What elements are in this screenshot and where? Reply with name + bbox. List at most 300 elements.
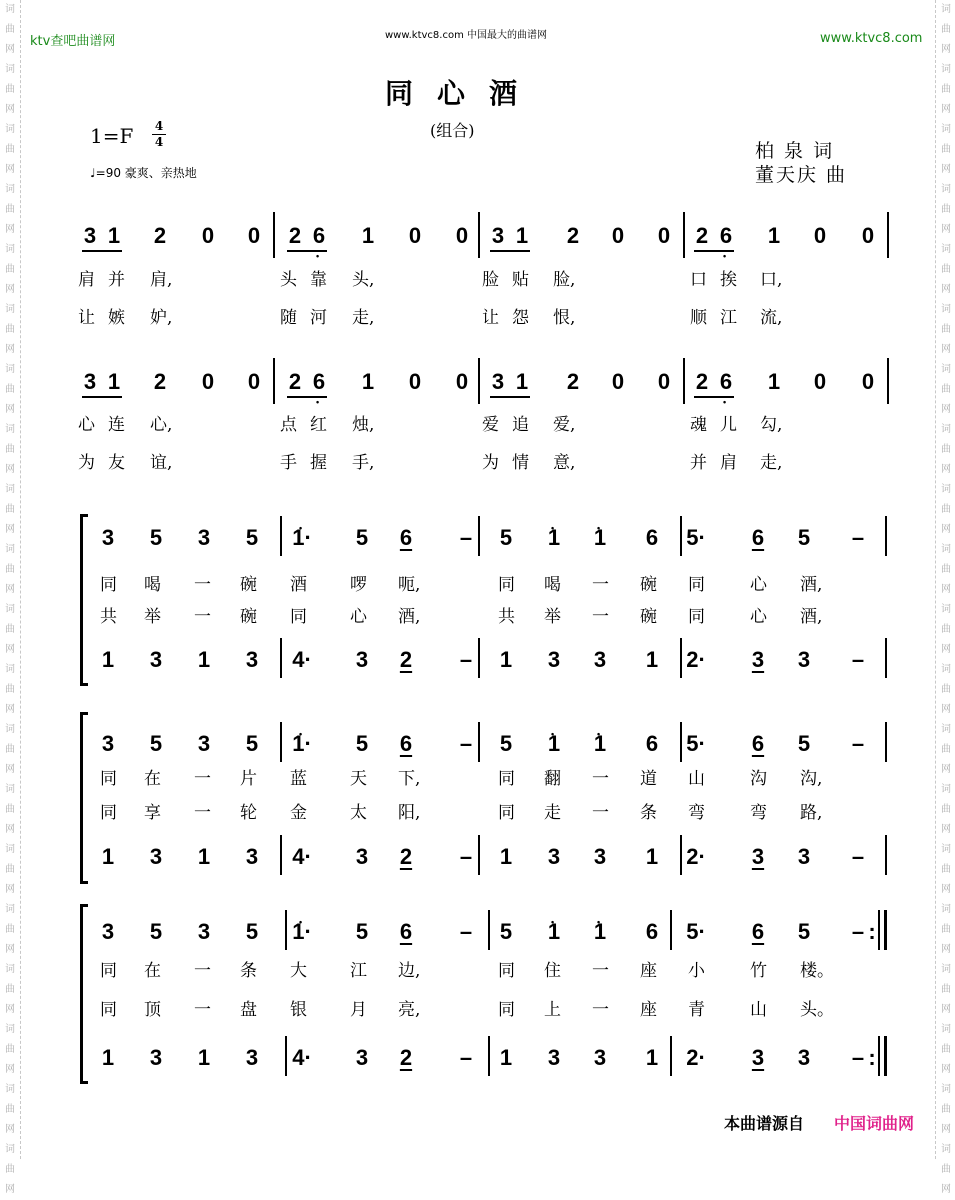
system-bracket <box>80 904 88 1084</box>
watermark-char: 词 <box>941 1144 951 1155</box>
watermark-char: 网 <box>941 1184 951 1195</box>
lyric-char: 酒, <box>398 607 421 627</box>
lyric-char: 追 <box>512 415 529 435</box>
watermark-char: 网 <box>5 1064 15 1075</box>
lyric-char: 一 <box>194 575 211 595</box>
lyric-char: 片 <box>240 769 257 789</box>
lyric-char: 同 <box>688 575 705 595</box>
site-url-right[interactable]: www.ktvc8.com <box>820 31 923 46</box>
note: 3 <box>547 1045 561 1070</box>
beam-underline <box>694 250 734 252</box>
note: • 1· <box>292 732 312 756</box>
barline <box>887 212 889 258</box>
note: 0 <box>611 369 625 394</box>
note: 3 <box>547 647 561 672</box>
watermark-char: 曲 <box>941 984 951 995</box>
barline <box>273 358 275 404</box>
lyric-char: 条 <box>240 961 257 981</box>
note: 5· <box>686 525 706 550</box>
note: 5 <box>355 919 369 944</box>
beam-underline <box>287 396 327 398</box>
note: 3 <box>83 223 97 248</box>
barline <box>478 835 480 875</box>
lyric-char: 手 <box>280 453 297 473</box>
watermark-char: 曲 <box>941 564 951 575</box>
watermark-char: 曲 <box>941 924 951 935</box>
lyric-char: 同 <box>498 1000 515 1020</box>
watermark-char: 网 <box>941 224 951 235</box>
note: • 1 <box>590 526 610 550</box>
lyric-char: 下, <box>398 769 421 789</box>
note: – <box>459 844 473 869</box>
note: 2· <box>686 844 706 869</box>
barline <box>885 638 887 678</box>
note: 5 <box>149 525 163 550</box>
lyric-char: 举 <box>544 607 561 627</box>
site-name-left[interactable]: ktv查吧曲谱网 <box>30 34 116 49</box>
lyric-char: 爱, <box>553 415 576 435</box>
watermark-char: 曲 <box>5 384 15 395</box>
watermark-char: 网 <box>5 104 15 115</box>
note: 3 <box>751 844 765 869</box>
lyric-char: 太 <box>350 803 367 823</box>
lyric-char: 爱 <box>482 415 499 435</box>
lyric-char: 金 <box>290 803 307 823</box>
lyric-char: 上 <box>544 1000 561 1020</box>
beam-underline <box>82 396 122 398</box>
lyric-char: 为 <box>78 453 95 473</box>
lyric-char: 河 <box>310 308 327 328</box>
note: 5· <box>686 731 706 756</box>
barline <box>488 910 490 950</box>
barline <box>670 1036 672 1076</box>
barline <box>885 835 887 875</box>
lyric-char: 顶 <box>144 1000 161 1020</box>
note: 0 <box>408 223 422 248</box>
watermark-char: 曲 <box>941 444 951 455</box>
note: 1 <box>645 1045 659 1070</box>
lyricist-credit: 柏 泉 词 <box>755 140 835 162</box>
note: 6 • <box>309 224 329 248</box>
note: 3 <box>83 369 97 394</box>
note: 3 <box>491 369 505 394</box>
watermark-char: 曲 <box>941 384 951 395</box>
source-site-link[interactable]: 中国词曲网 <box>834 1114 915 1133</box>
note: 3 <box>593 844 607 869</box>
note: 3 <box>245 1045 259 1070</box>
lyric-char: 肩 <box>78 270 95 290</box>
lyric-char: 并 <box>108 270 125 290</box>
lyric-char: 握 <box>310 453 327 473</box>
lyric-char: 走, <box>760 453 783 473</box>
lyric-char: 天 <box>350 769 367 789</box>
watermark-char: 曲 <box>5 684 15 695</box>
lyric-char: 亮, <box>398 1000 421 1020</box>
watermark-char: 曲 <box>5 504 15 515</box>
tempo-marking: ♩=90 豪爽、亲热地 <box>90 166 197 180</box>
lyric-char: 肩 <box>720 453 737 473</box>
note: 3 <box>797 1045 811 1070</box>
lyric-char: 为 <box>482 453 499 473</box>
note: – <box>459 919 473 944</box>
note: 5 <box>245 919 259 944</box>
lyric-char: 同 <box>290 607 307 627</box>
watermark-char: 网 <box>5 464 15 475</box>
note: 2 <box>695 369 709 394</box>
key-signature: 1=F <box>90 124 134 148</box>
note: 6 <box>399 525 413 550</box>
watermark-char: 词 <box>941 424 951 435</box>
lyric-char: 心, <box>150 415 173 435</box>
note: 0 <box>861 223 875 248</box>
lyric-char: 喝 <box>144 575 161 595</box>
lyric-char: 妒, <box>150 308 173 328</box>
watermark-char: 曲 <box>5 744 15 755</box>
watermark-char: 词 <box>941 124 951 135</box>
watermark-char: 曲 <box>5 1164 15 1175</box>
lyric-char: 口 <box>690 270 707 290</box>
note: 0 <box>408 369 422 394</box>
note: 6 • <box>716 224 736 248</box>
lyric-char: 恨, <box>553 308 576 328</box>
watermark-char: 网 <box>5 164 15 175</box>
note: 3 <box>245 844 259 869</box>
watermark-char: 网 <box>5 884 15 895</box>
lyric-char: 一 <box>592 607 609 627</box>
watermark-char: 曲 <box>5 1044 15 1055</box>
lyric-char: 月 <box>350 1000 367 1020</box>
note: 0 <box>455 369 469 394</box>
watermark-char: 网 <box>941 1124 951 1135</box>
lyric-char: 路, <box>800 803 823 823</box>
lyric-char: 酒 <box>290 575 307 595</box>
lyric-char: 同 <box>100 961 117 981</box>
lyric-char: 谊, <box>150 453 173 473</box>
lyric-char: 山 <box>750 1000 767 1020</box>
note: – <box>459 525 473 550</box>
watermark-char: 曲 <box>5 204 15 215</box>
note: 5 <box>797 919 811 944</box>
note: 0 <box>611 223 625 248</box>
lyric-char: 碗 <box>640 607 657 627</box>
lyric-char: 挨 <box>720 270 737 290</box>
lyric-char: 同 <box>100 769 117 789</box>
watermark-char: 网 <box>941 824 951 835</box>
watermark-char: 网 <box>941 764 951 775</box>
watermark-char: 网 <box>5 44 15 55</box>
lyric-char: 一 <box>592 769 609 789</box>
lyric-char: 情 <box>512 453 529 473</box>
note: – <box>851 647 865 672</box>
note: 1 <box>499 1045 513 1070</box>
watermark-char: 词 <box>941 4 951 15</box>
note: 0 <box>247 223 261 248</box>
note: • 1· <box>292 920 312 944</box>
watermark-char: 网 <box>941 644 951 655</box>
watermark-char: 网 <box>5 584 15 595</box>
watermark-char: 网 <box>941 464 951 475</box>
note: 1 <box>645 844 659 869</box>
lyric-char: 烛, <box>352 415 375 435</box>
note: 6 <box>645 919 659 944</box>
note: 3 <box>245 647 259 672</box>
lyric-char: 头。 <box>800 1000 834 1020</box>
watermark-char: 网 <box>941 584 951 595</box>
watermark-char: 词 <box>5 364 15 375</box>
note: 5 <box>245 525 259 550</box>
lyric-char: 手, <box>352 453 375 473</box>
watermark-char: 曲 <box>5 324 15 335</box>
note: 3 <box>197 731 211 756</box>
watermark-char: 词 <box>941 724 951 735</box>
song-title: 同心酒 <box>385 77 542 110</box>
note: 1 <box>197 1045 211 1070</box>
lyric-char: 一 <box>592 961 609 981</box>
repeat-dots: : <box>868 919 876 944</box>
barline <box>488 1036 490 1076</box>
lyric-char: 同 <box>100 803 117 823</box>
watermark-char: 网 <box>941 164 951 175</box>
lyric-char: 盘 <box>240 1000 257 1020</box>
watermark-char: 曲 <box>5 24 15 35</box>
note: 6 <box>399 919 413 944</box>
lyric-char: 座 <box>640 961 657 981</box>
lyric-char: 一 <box>592 803 609 823</box>
note: – <box>459 647 473 672</box>
barline <box>478 212 480 258</box>
watermark-char: 词 <box>941 544 951 555</box>
note: • 1· <box>292 526 312 550</box>
lyric-char: 同 <box>498 803 515 823</box>
note: 6 <box>751 525 765 550</box>
note: 3 <box>593 1045 607 1070</box>
note: • 1 <box>544 732 564 756</box>
watermark-char: 网 <box>5 344 15 355</box>
note: 3 <box>491 223 505 248</box>
lyric-char: 勾, <box>760 415 783 435</box>
lyric-char: 啰 <box>350 575 367 595</box>
watermark-char: 网 <box>941 284 951 295</box>
lyric-char: 心 <box>78 415 95 435</box>
watermark-char: 曲 <box>5 444 15 455</box>
watermark-char: 曲 <box>5 864 15 875</box>
note: – <box>851 731 865 756</box>
lyric-char: 一 <box>194 607 211 627</box>
note: 2 <box>695 223 709 248</box>
note: 1 <box>361 369 375 394</box>
lyric-char: 一 <box>592 1000 609 1020</box>
lyric-char: 沟 <box>750 769 767 789</box>
lyric-char: 走 <box>544 803 561 823</box>
watermark-char: 词 <box>941 484 951 495</box>
watermark-char: 词 <box>5 604 15 615</box>
watermark-char: 曲 <box>941 624 951 635</box>
watermark-char: 词 <box>5 484 15 495</box>
note: 5 <box>149 919 163 944</box>
note: 1 <box>197 647 211 672</box>
lyric-char: 脸 <box>482 270 499 290</box>
note: 3 <box>101 919 115 944</box>
lyric-char: 江 <box>720 308 737 328</box>
barline <box>280 722 282 762</box>
watermark-char: 网 <box>5 824 15 835</box>
beam-underline <box>490 250 530 252</box>
lyric-char: 连 <box>108 415 125 435</box>
lyric-char: 共 <box>498 607 515 627</box>
note: 5 <box>499 525 513 550</box>
note: • 1 <box>590 920 610 944</box>
note: 1 <box>361 223 375 248</box>
note: 1 <box>107 369 121 394</box>
note: 5 <box>355 525 369 550</box>
note: 0 <box>455 223 469 248</box>
note: 0 <box>201 369 215 394</box>
note: 6 <box>751 919 765 944</box>
watermark-char: 词 <box>5 1144 15 1155</box>
note: 0 <box>247 369 261 394</box>
barline <box>280 516 282 556</box>
note: 1 <box>101 844 115 869</box>
watermark-char: 曲 <box>5 984 15 995</box>
note: 1 <box>767 369 781 394</box>
watermark-char: 网 <box>941 704 951 715</box>
watermark-char: 曲 <box>5 1104 15 1115</box>
lyric-char: 条 <box>640 803 657 823</box>
note: – <box>851 525 865 550</box>
lyric-char: 顺 <box>690 308 707 328</box>
watermark-char: 曲 <box>941 1164 951 1175</box>
barline <box>280 638 282 678</box>
watermark-char: 曲 <box>941 84 951 95</box>
lyric-char: 沟, <box>800 769 823 789</box>
note: 3 <box>355 1045 369 1070</box>
note: 2 <box>153 369 167 394</box>
note: 3 <box>355 647 369 672</box>
note: 2 <box>288 369 302 394</box>
watermark-char: 词 <box>5 124 15 135</box>
lyric-char: 口, <box>760 270 783 290</box>
note: 3 <box>149 844 163 869</box>
note: • 1 <box>544 920 564 944</box>
note: 5 <box>149 731 163 756</box>
watermark-char: 词 <box>5 544 15 555</box>
watermark-char: 网 <box>5 764 15 775</box>
watermark-char: 词 <box>941 1024 951 1035</box>
barline <box>885 722 887 762</box>
lyric-char: 酒, <box>800 607 823 627</box>
note: 3 <box>197 525 211 550</box>
watermark-char: 词 <box>941 64 951 75</box>
note: 6 <box>751 731 765 756</box>
note: 3 <box>751 647 765 672</box>
watermark-char: 曲 <box>941 684 951 695</box>
lyric-char: 一 <box>592 575 609 595</box>
lyric-char: 碗 <box>240 607 257 627</box>
barline <box>683 212 685 258</box>
watermark-char: 网 <box>5 704 15 715</box>
watermark-char: 词 <box>941 964 951 975</box>
watermark-char: 词 <box>5 664 15 675</box>
note: 2· <box>686 1045 706 1070</box>
lyric-char: 意, <box>553 453 576 473</box>
lyric-char: 同 <box>100 575 117 595</box>
lyric-char: 一 <box>194 803 211 823</box>
lyric-char: 头, <box>352 270 375 290</box>
lyric-char: 点 <box>280 415 297 435</box>
source-label: 本曲谱源自 <box>724 1114 805 1133</box>
lyric-char: 在 <box>144 769 161 789</box>
lyric-char: 大 <box>290 961 307 981</box>
watermark-char: 曲 <box>5 804 15 815</box>
lyric-char: 贴 <box>512 270 529 290</box>
note: 0 <box>657 223 671 248</box>
note: 3 <box>149 647 163 672</box>
watermark-char: 网 <box>941 344 951 355</box>
watermark-char: 曲 <box>941 264 951 275</box>
watermark-char: 词 <box>5 64 15 75</box>
note: 3 <box>547 844 561 869</box>
note: 1 <box>101 647 115 672</box>
watermark-char: 词 <box>941 664 951 675</box>
note: 1 <box>107 223 121 248</box>
lyric-char: 一 <box>194 769 211 789</box>
note: 2 <box>399 1045 413 1070</box>
note: 3 <box>751 1045 765 1070</box>
lyric-char: 弯 <box>750 803 767 823</box>
note: 0 <box>813 369 827 394</box>
lyric-char: 座 <box>640 1000 657 1020</box>
watermark-char: 词 <box>941 184 951 195</box>
note: 2 <box>288 223 302 248</box>
watermark-char: 网 <box>5 524 15 535</box>
note: 2 <box>153 223 167 248</box>
barline <box>285 910 287 950</box>
lyric-char: 酒, <box>800 575 823 595</box>
lyric-char: 弯 <box>688 803 705 823</box>
watermark-char: 网 <box>941 404 951 415</box>
lyric-char: 边, <box>398 961 421 981</box>
site-tagline: www.ktvc8.com 中国最大的曲谱网 <box>385 30 548 41</box>
lyric-char: 走, <box>352 308 375 328</box>
lyric-char: 蓝 <box>290 769 307 789</box>
lyric-char: 脸, <box>553 270 576 290</box>
note: 3 <box>197 919 211 944</box>
note: 6 <box>399 731 413 756</box>
note: 0 <box>861 369 875 394</box>
watermark-char: 词 <box>941 904 951 915</box>
watermark-char: 词 <box>941 604 951 615</box>
lyric-char: 随 <box>280 308 297 328</box>
watermark-char: 词 <box>941 304 951 315</box>
note: – <box>459 1045 473 1070</box>
note: 1 <box>767 223 781 248</box>
watermark-char: 词 <box>5 4 15 15</box>
note: 0 <box>813 223 827 248</box>
note: 5 <box>797 731 811 756</box>
repeat-dots: : <box>868 1045 876 1070</box>
note: 2 <box>566 223 580 248</box>
barline <box>680 638 682 678</box>
note: 5 <box>355 731 369 756</box>
watermark-char: 曲 <box>941 1044 951 1055</box>
lyric-char: 竹 <box>750 961 767 981</box>
watermark-char: 词 <box>5 184 15 195</box>
beam-underline <box>82 250 122 252</box>
watermark-char: 曲 <box>941 324 951 335</box>
lyric-char: 阳, <box>398 803 421 823</box>
note: 4· <box>292 1045 312 1070</box>
watermark-char: 网 <box>5 1004 15 1015</box>
